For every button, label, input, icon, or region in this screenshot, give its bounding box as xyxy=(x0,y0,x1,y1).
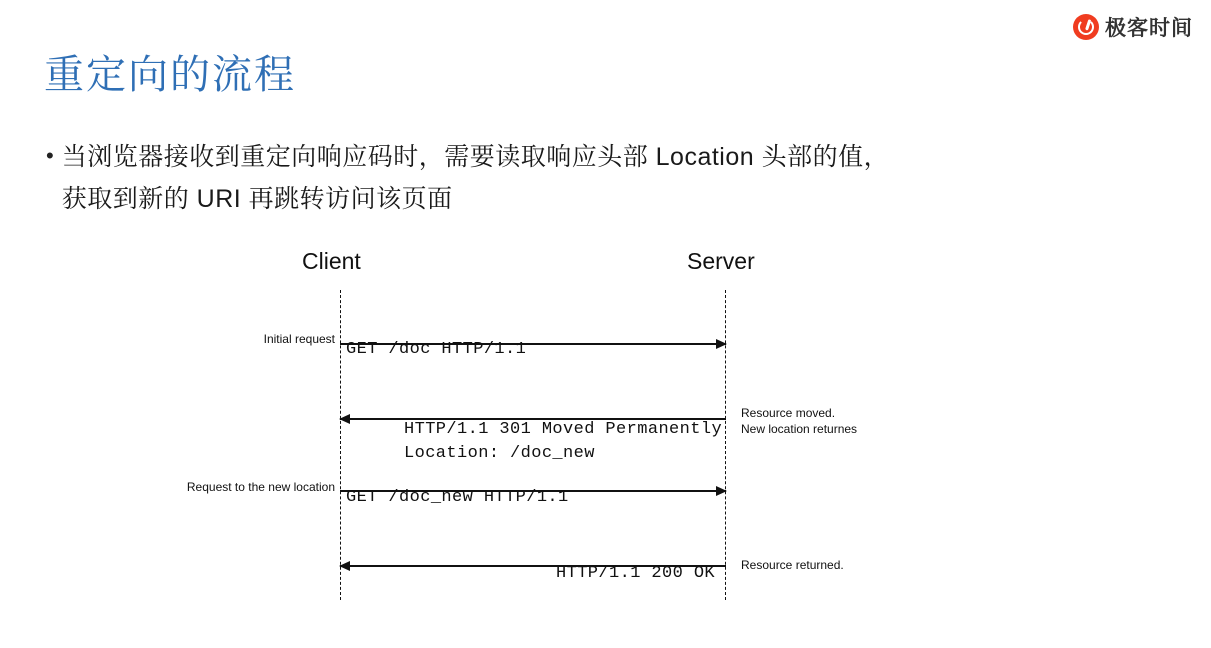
message-text-2b: Location: /doc_new xyxy=(404,444,595,463)
brand-logo xyxy=(1073,12,1193,42)
message-text-4: HTTP/1.1 200 OK xyxy=(556,564,716,583)
message-text-3: GET /doc_new HTTP/1.1 xyxy=(346,488,569,507)
sequence-diagram xyxy=(150,248,1070,618)
message-text-2: HTTP/1.1 301 Moved Permanently xyxy=(404,420,723,439)
bullet-marker: • xyxy=(46,143,54,168)
message-note-4: Resource returned. xyxy=(741,558,844,572)
message-note-3: Request to the new location xyxy=(186,480,335,494)
brand-name: 极客时间 xyxy=(1105,17,1193,40)
message-text-1: GET /doc HTTP/1.1 xyxy=(346,340,527,359)
page-title: 重定向的流程 xyxy=(44,52,296,97)
bullet-line-2: 获取到新的 URI 再跳转访问该页面 xyxy=(61,185,453,213)
lifeline-server xyxy=(725,290,726,600)
lane-label-client: Client xyxy=(302,248,361,274)
message-note-1: Initial request xyxy=(263,332,335,346)
message-note-2-line1: Resource moved. xyxy=(741,406,836,420)
bullet-text xyxy=(62,136,889,220)
lifeline-client xyxy=(340,290,341,600)
bullet-paragraph xyxy=(46,136,1126,220)
message-note-2-line2: New location returnes xyxy=(741,422,858,436)
lane-label-server: Server xyxy=(687,248,755,274)
geektime-logo-icon xyxy=(1073,14,1099,40)
bullet-line-1: 当浏览器接收到重定向响应码时，需要读取响应头部 Location 头部的值， xyxy=(61,143,890,171)
